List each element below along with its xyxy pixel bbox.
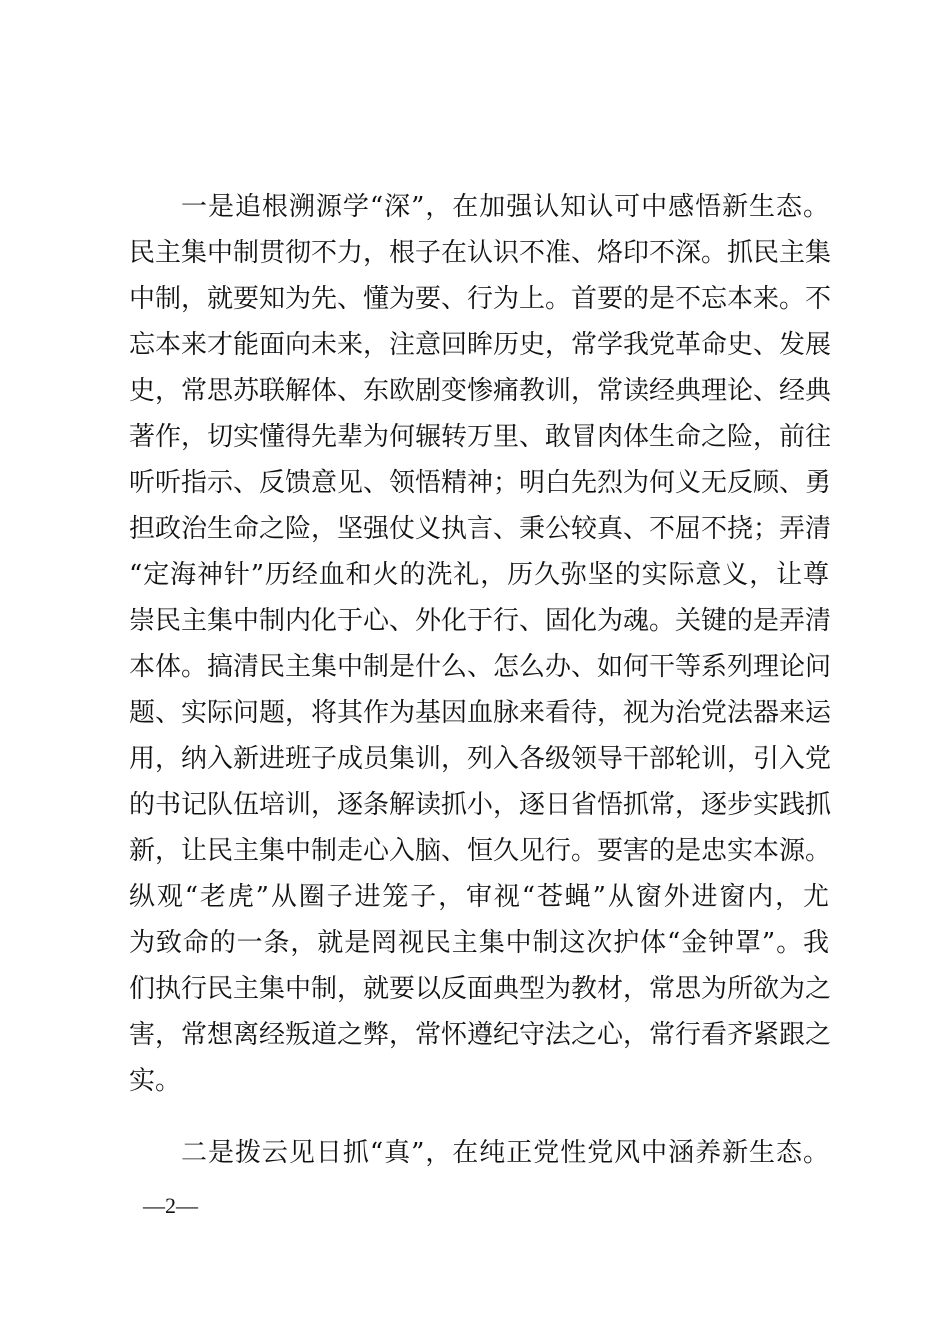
text-line: 民主集中制贯彻不力，根子在认识不准、烙印不深。抓民主集 bbox=[129, 238, 832, 268]
text-line: 史，常思苏联解体、东欧剧变惨痛教训，常读经典理论、经典 bbox=[129, 376, 832, 406]
text-line: 一是追根溯源学“深”，在加强认知认可中感悟新生态。 bbox=[181, 192, 829, 222]
text-line: 中制，就要知为先、懂为要、行为上。首要的是不忘本来。不 bbox=[129, 284, 832, 314]
text-line: 二是拨云见日抓“真”，在纯正党性党风中涵养新生态。 bbox=[181, 1138, 829, 1168]
text-line: 新，让民主集中制走心入脑、恒久见行。要害的是忠实本源。 bbox=[129, 836, 832, 866]
page-number: —2— bbox=[143, 1193, 198, 1218]
text-line: 本体。搞清民主集中制是什么、怎么办、如何干等系列理论问 bbox=[129, 652, 832, 682]
text-line: 用，纳入新进班子成员集训，列入各级领导干部轮训，引入党 bbox=[129, 744, 832, 774]
text-line: 著作，切实懂得先辈为何辗转万里、敢冒肉体生命之险，前往 bbox=[129, 422, 832, 452]
text-line: 害，常想离经叛道之弊，常怀遵纪守法之心，常行看齐紧跟之 bbox=[129, 1020, 832, 1050]
text-line: 忘本来才能面向未来，注意回眸历史，常学我党革命史、发展 bbox=[129, 330, 832, 360]
text-line: 的书记队伍培训，逐条解读抓小，逐日省悟抓常，逐步实践抓 bbox=[129, 790, 832, 820]
text-line: 纵观“老虎”从圈子进笼子，审视“苍蝇”从窗外进窗内，尤 bbox=[129, 882, 829, 912]
text-line: 听听指示、反馈意见、领悟精神；明白先烈为何义无反顾、勇 bbox=[129, 468, 832, 498]
text-line: “定海神针”历经血和火的洗礼，历久弥坚的实际意义，让尊 bbox=[129, 560, 829, 590]
text-line: 实。 bbox=[129, 1066, 182, 1096]
text-line: 担政治生命之险，坚强仗义执言、秉公较真、不屈不挠；弄清 bbox=[129, 514, 832, 544]
text-line: 们执行民主集中制，就要以反面典型为教材，常思为所欲为之 bbox=[129, 974, 832, 1004]
text-line: 为致命的一条，就是罔视民主集中制这次护体“金钟罩”。我 bbox=[129, 928, 829, 958]
text-line: 题、实际问题，将其作为基因血脉来看待，视为治党法器来运 bbox=[129, 698, 832, 728]
text-line: 崇民主集中制内化于心、外化于行、固化为魂。关键的是弄清 bbox=[129, 606, 832, 636]
